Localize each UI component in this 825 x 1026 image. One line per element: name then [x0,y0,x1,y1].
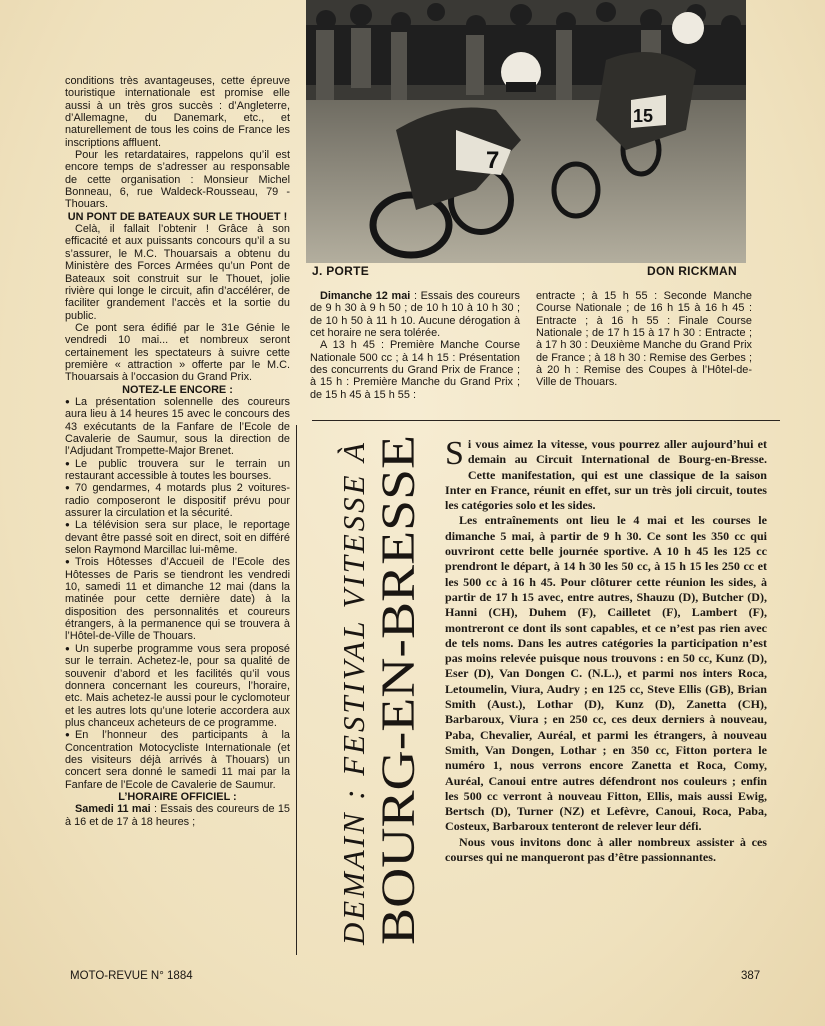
article-paragraph: Les entraînements ont lieu le 4 mai et les courses le dimanche 5 mai, à partir de 9 h 30. Ce sont les 350 cc qui ouvriront cette belle journée sportive. A 10 h 45 les 125 cc prendront le départ, à 14 h 30 les 50 cc, à 15 h 15 les 250 cc et les 500 cc à 16 h 45. Pour clôturer cette réunion les sides, à partir de 17 h 15 avec, entre autres, Shauzu (D), Butcher (D), Hanni (CH), Duhem (F), Cailletet (F), Lambert (F), montreront ce dont ils sont capables, et ce n’est pas rien avec de tels noms. Dans les autres catégories la participation n’est pas moins relevée puisque nous trouvons : en 50 cc, Kunz (D), Eser (D), Van Dongen C. (N.L.), et parmi nos inters Roca, Letoumelin, Viura, Audry ; en 125 cc, Steve Ellis (GB), Brian Smith (Aust.), Lothar (D), Kunz (D), Zanetta (CH), Barbaroux, Viura ; en 250 cc, ces deux derniers à nouveau, Paba, Chevalier, Auréal, et parmi les étrangers, à nouveau Smith, Van Dongen, Lothar ; en 350 cc, Fitton portera le numéro 1, nous verrons encore Zanetta et Roca, Comy, Auréal, Canoui entre autres défendront nos couleurs ; enfin les 500 cc verront à nouveau Fitton, Ellis, mais aussi Ewig, Bertsch (D), Turner (NZ) et Lefèvre, Canoui, Roca, Paba, Costeux, Barbaroux tenteront de relever leur défi. [445,513,767,834]
date-label: Samedi 11 mai [75,803,151,816]
section-heading: NOTEZ-LE ENCORE : [122,383,233,396]
paragraph: A 13 h 45 : Première Manche Course Nationale 500 cc ; à 14 h 15 : Présentation des concurrents du Grand Prix de France ; à 15 h : Première Manche du Grand Prix ; de 15 h 45 à 15 h 55 : [310,339,520,401]
vertical-headline [322,430,422,950]
section-heading: L’HORAIRE OFFICIEL : [118,790,237,803]
paragraph [310,290,520,339]
section-heading: UN PONT DE BATEAUX SUR LE THOUET ! [67,210,288,223]
rider-number-7: 7 [486,147,500,174]
schedule-column-2 [536,290,752,389]
paragraph [65,803,290,828]
caption-right: DON RICKMAN [647,264,737,278]
article-paragraph: Nous vous invitons donc à aller nombreux assister à ces courses qui ne manqueront pas d’être passionnantes. [445,834,767,865]
horizontal-rule [312,420,780,421]
headline-title: BOURG-EN-BRESSE [372,504,422,945]
footer-page-number: 387 [741,970,761,982]
vertical-rule [296,425,297,955]
paragraph: Ce pont sera édifié par le 31e Génie le vendredi 10 mai... et nombreux seront certainement les spectateurs à suivre cette première « attraction » offerte par le M.C. Thouarsais à l’occasion du Grand Prix. [65,321,290,384]
caption-left: J. PORTE [312,264,370,278]
bullet-paragraph: ● La télévision sera sur place, le reportage devant être passé soit en direct, soit en différé selon Raymond Marcillac lui-même. [65,519,290,556]
drop-cap: S [445,435,464,472]
paragraph: entracte ; à 15 h 55 : Seconde Manche Course Nationale ; de 16 h 15 à 16 h 45 : Entracte ; à 16 h 55 : Finale Course Nationale ; de 17 h 15 à 17 h 30 : Entracte ; à 17 h 30 : Deuxième Manche du Grand Prix de France ; à 18 h 30 : Remise des Gerbes ; à 20 h : Remise des Coupes à l’Hôtel-de-Ville de Thouars. [536,290,752,389]
bullet-paragraph: ● Un superbe programme vous sera proposé sur le terrain. Achetez-le, pour sa qualité de souvenir d’abord et les facilités qu’il vous donnera concernant les coureurs, l’horaire, etc. Mais achetez-le aussi pour le cyclomoteur et les autres lots qu’une loterie accordera aux plus chanceux acheteurs de ce programme. [65,643,290,729]
paragraph-text: : Essais des coureurs de 15 à 16 et de 17 à 18 heures ; [65,803,290,828]
article-paragraph: i vous aimez la vitesse, vous pourrez aller aujourd’hui et demain au Circuit International de Bourg-en-Bresse. Cette manifestation, qui est une classique de la saison Inter en France, réunit en effet, sur un très joli circuit, toutes les catégories solo et les sides. [445,437,767,513]
paragraph: Celà, il fallait l’obtenir ! Grâce à son efficacité et aux puissants concours qu’il a su s’assurer, le M.C. Thouarsais a obtenu du Ministère des Forces Armées qu’un Pont de Bateaux soit construit sur le Thouet, jolie rivière qui longe le circuit, afin d’accélérer, de faciliter grandement l’accès et la sortie du public. [65,223,290,322]
paragraph: Pour les retardataires, rappelons qu’il est encore temps de s’adresser au responsable de cette organisation : Monsieur Michel Bonneau, 6, rue Waldeck-Rousseau, 79 - Thouars. [65,149,290,211]
bullet-paragraph: ● En l’honneur des participants à la Concentration Motocycliste Internationale (et des visiteurs déjà arrivés à Thouars) un concert sera donné le samedi 11 mai par la Fanfare de l’Ecole de Cavalerie de Saumur. [65,729,290,791]
bullet-paragraph: ● La présentation solennelle des coureurs aura lieu à 14 heures 15 avec le concours des 43 exécutants de la Fanfare de l’Ecole de Cavalerie de Saumur, sous la direction de l’Adjudant Trompette-Major Brenet. [65,396,290,458]
race-photo [306,0,746,263]
motocross-riders-image [306,0,746,263]
schedule-column-1 [310,290,520,401]
footer-issue: MOTO-REVUE N° 1884 [70,970,193,982]
article-body [445,437,767,865]
left-column [65,75,290,828]
paragraph-text: : Essais des coureurs de 9 h 30 à 9 h 50 ; de 10 h 10 à 10 h 30 ; de 10 h 50 à 11 h 10. Aucune dérogation à cet horaire ne sera tolérée. [310,290,521,340]
paragraph: conditions très avantageuses, cette épreuve touristique internationale est promise elle aussi à un très gros succès : d’Angleterre, d’Allemagne, du Danemark, etc., et naturellement de tous les coins de France les inscriptions affluent. [65,75,290,149]
headline-kicker: DEMAIN : FESTIVAL VITESSE À [336,438,371,945]
bullet-paragraph: ● Trois Hôtesses d’Accueil de l’Ecole des Hôtesses de Paris se tiendront les vendredi 10, samedi 11 et dimanche 12 mai (dans la matinée pour cette dernière date) à la disposition des personnalités et coureurs étrangers, à la permanence qui se trouvera à l’Hôtel-de-Ville de Thouars. [65,556,290,642]
rider-number-15: 15 [633,106,654,126]
date-label: Dimanche 12 mai [320,290,411,302]
bullet-paragraph: ● 70 gendarmes, 4 motards plus 2 voitures-radio composeront le dispositif prévu pour assurer la circulation et la sécurité. [65,482,290,519]
bullet-paragraph: ● Le public trouvera sur le terrain un restaurant accessible à toutes les bourses. [65,458,290,483]
